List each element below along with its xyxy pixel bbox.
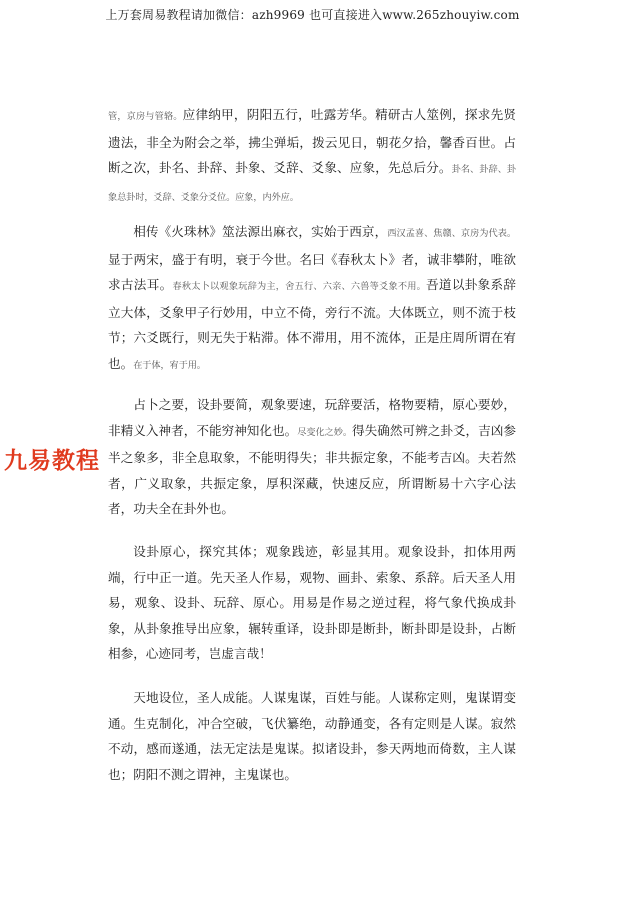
annotation: 管，京房与管辂。 (108, 111, 183, 122)
body-run: 得失确然可辨之卦爻，吉凶参半之象多，非全息取象，不能明得失；非共振定象，不能考吉凶。夫若然者，广义取象，共振定象，厚积深藏，快速反应，所谓断易十六字心法者，功夫全在卦外也。 (108, 422, 517, 516)
body-run: 占卜之要，设卦要简，观象要速，玩辞要活，格物要精，原心要妙，非精义入神者，不能穷神知化也。 (108, 397, 516, 438)
body-run: 吾道以卦象系辞立大体，爻象甲子行妙用，中立不倚，旁行不流。大体既立，则不流于枝节；六爻既行，则无失于粘滞。体不滞用，用不流体，正是庄周所谓在宥也。 (108, 277, 517, 371)
annotation: 在于体，宥于用。 (133, 359, 206, 371)
page-header-banner: 上万套周易教程请加微信：azh9969 也可直接进入www.265zhouyiw.com (105, 8, 520, 22)
paragraph-2 (108, 219, 516, 378)
paragraph-3 (108, 392, 516, 522)
body-run: 相传《火珠林》筮法源出麻衣，实始于西京， (133, 224, 388, 239)
body-run: 设卦原心，探究其体；观象践迹，彰显其用。观象设卦，扣体用两端，行中正一道。先天圣人作易，观物、画卦、索象、系辞。后天圣人用易，观象、设卦、玩辞、原心。用易是作易之逆过程，将气象代换成卦象，从卦象推导出应象，辗转重译，设卦即是断卦，断卦即是设卦，占断相参，心迹同考，岂虚言哉！ (108, 544, 516, 661)
body-run: 天地设位，圣人成能。人谋鬼谋，百姓与能。人谋称定则，鬼谋谓变通。生克制化，冲合空破，飞伏纂绝，动静通变，各有定则是人谋。寂然不动，感而遂通，法无定法是鬼谋。拟诸设卦，参天两地而倚数，主人谋也；阴阳不测之谓神，主鬼谋也。 (108, 690, 516, 782)
paragraph-5 (108, 685, 516, 787)
annotation: 春秋太卜以观象玩辞为主，舍五行、六亲、六兽等爻象不用。 (172, 281, 427, 292)
annotation: 西汉孟喜、焦赣、京房为代表。 (387, 228, 516, 239)
annotation: 卦名、卦辞、卦象总卦时，爻辞、爻象分爻位。应象，内外应。 (108, 164, 516, 203)
annotation: 尽变化之妙。 (297, 426, 352, 438)
body-run: 显于两宋，盛于有明，衰于今世。名曰《春秋太卜》者，诚非攀附，唯欲求古法耳。 (108, 251, 516, 292)
watermark-logo: 九易教程 (4, 448, 100, 474)
body-run: 应律纳甲，阴阳五行，吐露芳华。精研古人筮例，探求先贤遗法，非全为附会之举，拂尘弹垢，拨云见日，朝花夕拾，馨香百世。占断之次，卦名、卦辞、卦象、爻辞、爻象、应象，先总后分。 (108, 107, 517, 175)
paragraph-1 (108, 102, 516, 210)
paragraph-4 (108, 539, 516, 667)
